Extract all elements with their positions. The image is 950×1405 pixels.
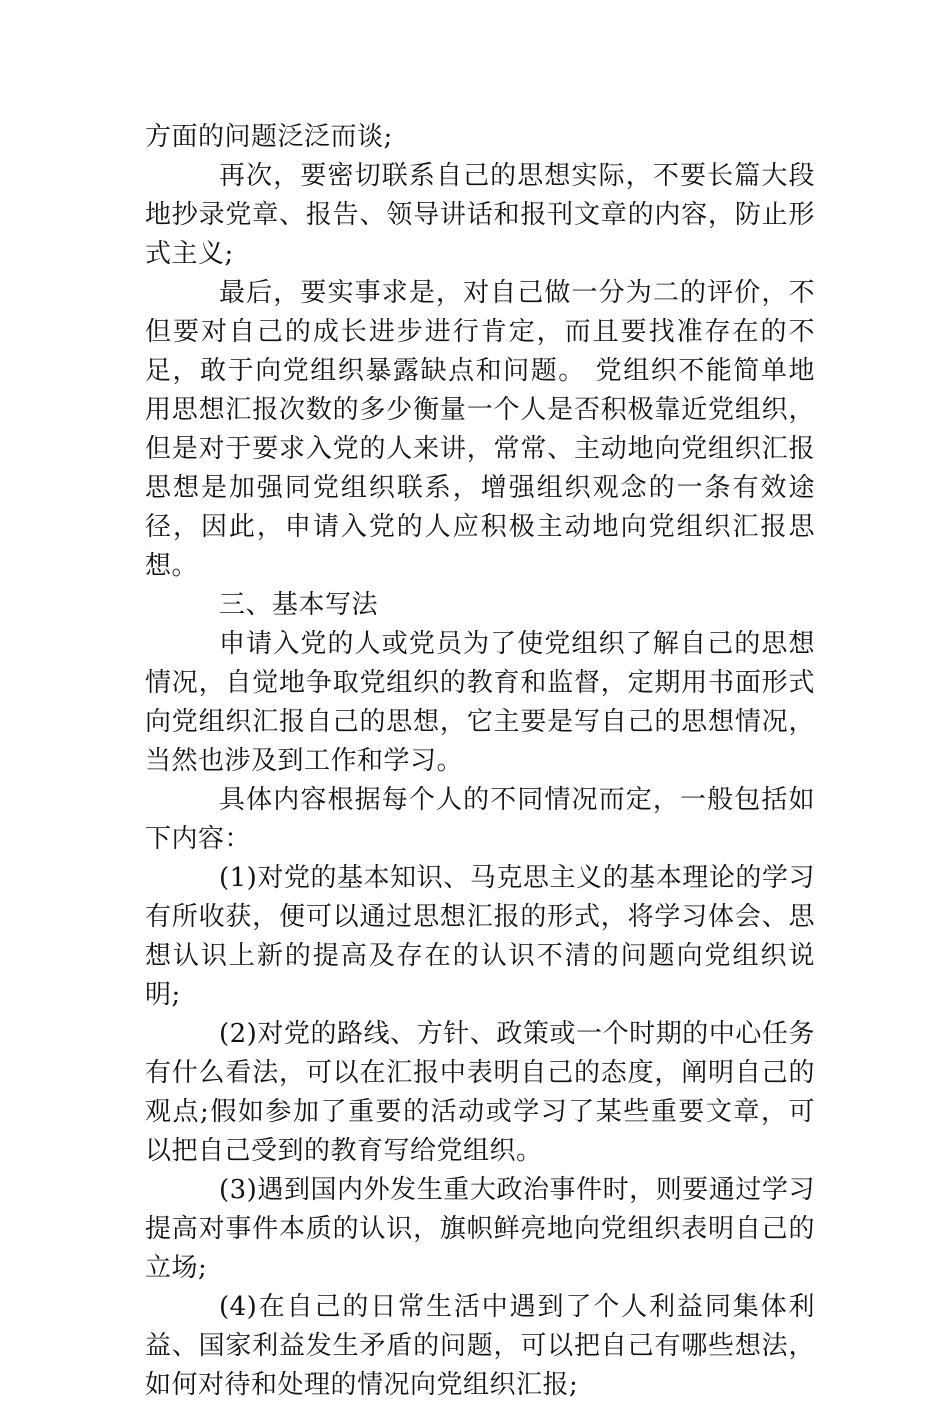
list-item-2: (2)对党的路线、方针、政策或一个时期的中心任务有什么看法，可以在汇报中表明自己的态度，阐明自己的观点;假如参加了重要的活动或学习了某些重要文章，可以把自己受到的教育写给党组织。 [145,1019,815,1166]
list-item-3: (3)遇到国内外发生重大政治事件时，则要通过学习提高对事件本质的认识，旗帜鲜亮地向党组织表明自己的立场; [145,1175,815,1283]
paragraph-definition: 申请入党的人或党员为了使党组织了解自己的思想情况，自觉地争取党组织的教育和监督，定期用书面形式向党组织汇报自己的思想，它主要是写自己的思想情况，当然也涉及到工作和学习。 [145,629,815,776]
paragraph-again: 再次，要密切联系自己的思想实际，不要长篇大段地抄录党章、报告、领导讲话和报刊文章的内容，防止形式主义; [145,161,815,269]
list-item-4: (4)在自己的日常生活中遇到了个人利益同集体利益、国家利益发生矛盾的问题，可以把自己有哪些想法，如何对待和处理的情况向党组织汇报; [145,1292,815,1400]
paragraph-continuation: 方面的问题泛泛而谈; [145,122,393,152]
list-item-1: (1)对党的基本知识、马克思主义的基本理论的学习有所收获，便可以通过思想汇报的形式，将学习体会、思想认识上新的提高及存在的认识不清的问题向党组织说明; [145,863,815,1010]
paragraph-content-intro: 具体内容根据每个人的不同情况而定，一般包括如下内容： [145,785,815,854]
paragraph-finally: 最后，要实事求是，对自己做一分为二的评价，不但要对自己的成长进步进行肯定，而且要找准存在的不足，敢于向党组织暴露缺点和问题。 党组织不能简单地用思想汇报次数的多少衡量一个人是否积极靠近党组织，但是对于要求入党的人来讲，常常、主动地向党组织汇报思想是加强同党组织联系，增强组织观念的一条有效途径，因此，申请入党的人应积极主动地向党组织汇报思想。 [145,278,815,581]
section-heading-basic-writing: 三、基本写法 [219,590,379,620]
document-body [145,118,815,1405]
